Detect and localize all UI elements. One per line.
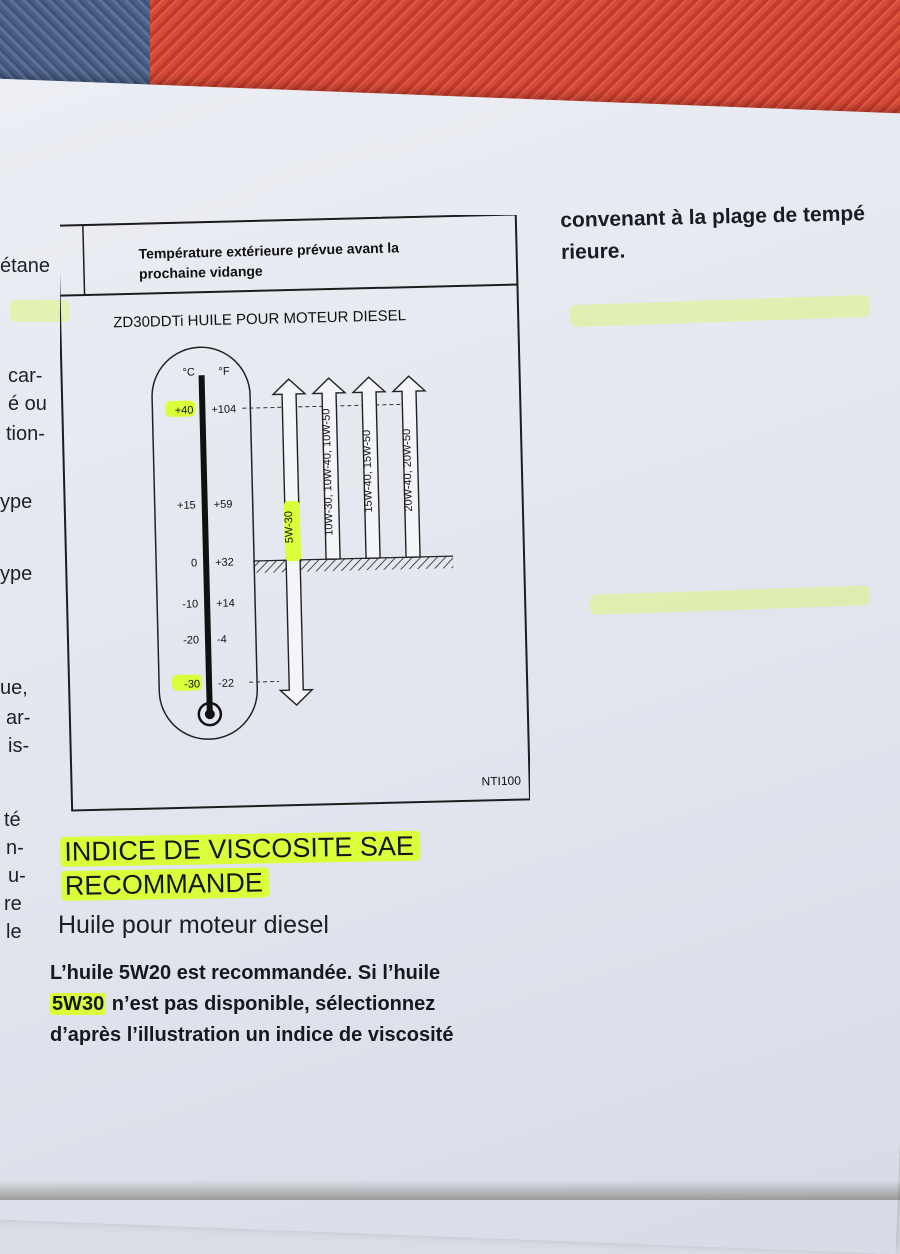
bottom-shadow [0, 1180, 900, 1200]
viscosity-temperature-diagram [60, 215, 530, 815]
diagram-title: ZD30DDTi HUILE POUR MOTEUR DIESEL [113, 307, 407, 332]
oil-grade-label: 10W-30, 10W-40, 10W-50 [320, 408, 336, 536]
heading-line-1: INDICE DE VISCOSITE SAE [60, 831, 420, 867]
fahrenheit-tick-label: -4 [216, 633, 227, 646]
section-subheading: Huile pour moteur diesel [58, 911, 329, 939]
left-fragment: é ou [8, 393, 47, 415]
left-fragment: re [4, 893, 22, 915]
left-fragment: n- [6, 837, 24, 859]
header-divider [60, 284, 517, 295]
paragraph-line-2 [50, 989, 525, 1020]
paragraph-line-1: L’huile 5W20 est recommandée. Si l’huile [50, 962, 441, 984]
left-fragment: tion- [6, 423, 45, 445]
right-line-2: rieure. [560, 239, 626, 264]
left-fragment: ar- [6, 707, 31, 729]
celsius-tick-label: 0 [190, 557, 198, 570]
left-fragment: le [6, 921, 22, 943]
paragraph-line-2-rest: n’est pas disponible, sélectionnez [106, 993, 436, 1015]
oil-grade-label: 5W-30 [282, 510, 296, 544]
diagram-header-line-1: Température extérieure prévue avant la [138, 239, 400, 262]
oil-grade-label: 20W-40, 20W-50 [400, 428, 415, 512]
celsius-tick-label: -30 [184, 678, 201, 691]
left-fragment: ue, [0, 677, 28, 699]
left-fragment: ype [0, 491, 33, 513]
fahrenheit-tick-label: +59 [213, 498, 233, 511]
body-paragraph [50, 958, 525, 1051]
dashed-reference-line [249, 681, 279, 682]
celsius-tick-label: -20 [182, 634, 200, 647]
left-fragment: u- [8, 865, 26, 887]
fahrenheit-unit: °F [218, 365, 230, 378]
celsius-tick-label: +40 [174, 404, 194, 417]
diagram-header-line-2: prochaine vidange [138, 262, 263, 282]
thermometer-tube [199, 375, 213, 710]
fahrenheit-tick-label: -22 [217, 677, 235, 690]
celsius-unit: °C [182, 366, 195, 379]
celsius-tick-label: +15 [176, 499, 196, 512]
section-heading [60, 829, 421, 903]
figure-code: NTI100 [481, 773, 522, 789]
right-column-text [560, 198, 866, 269]
left-fragment: étane [0, 255, 51, 277]
right-line-1: convenant à la plage de tempé [560, 202, 866, 232]
heading-line-2: RECOMMANDE [61, 867, 270, 901]
highlighted-grade: 5W30 [52, 993, 105, 1015]
celsius-tick-label: -10 [182, 598, 199, 611]
left-fragment: ype [0, 563, 33, 585]
oil-grade-label: 15W-40, 15W-50 [360, 429, 375, 513]
fahrenheit-tick-label: +14 [216, 597, 235, 610]
left-fragment: té [4, 809, 21, 831]
left-fragment: car- [8, 365, 43, 387]
fahrenheit-tick-label: +104 [211, 403, 237, 417]
fahrenheit-tick-label: +32 [215, 556, 234, 569]
paragraph-line-3: d’après l’illustration un indice de viscosité [50, 1024, 454, 1046]
left-fragment: is- [8, 735, 30, 757]
